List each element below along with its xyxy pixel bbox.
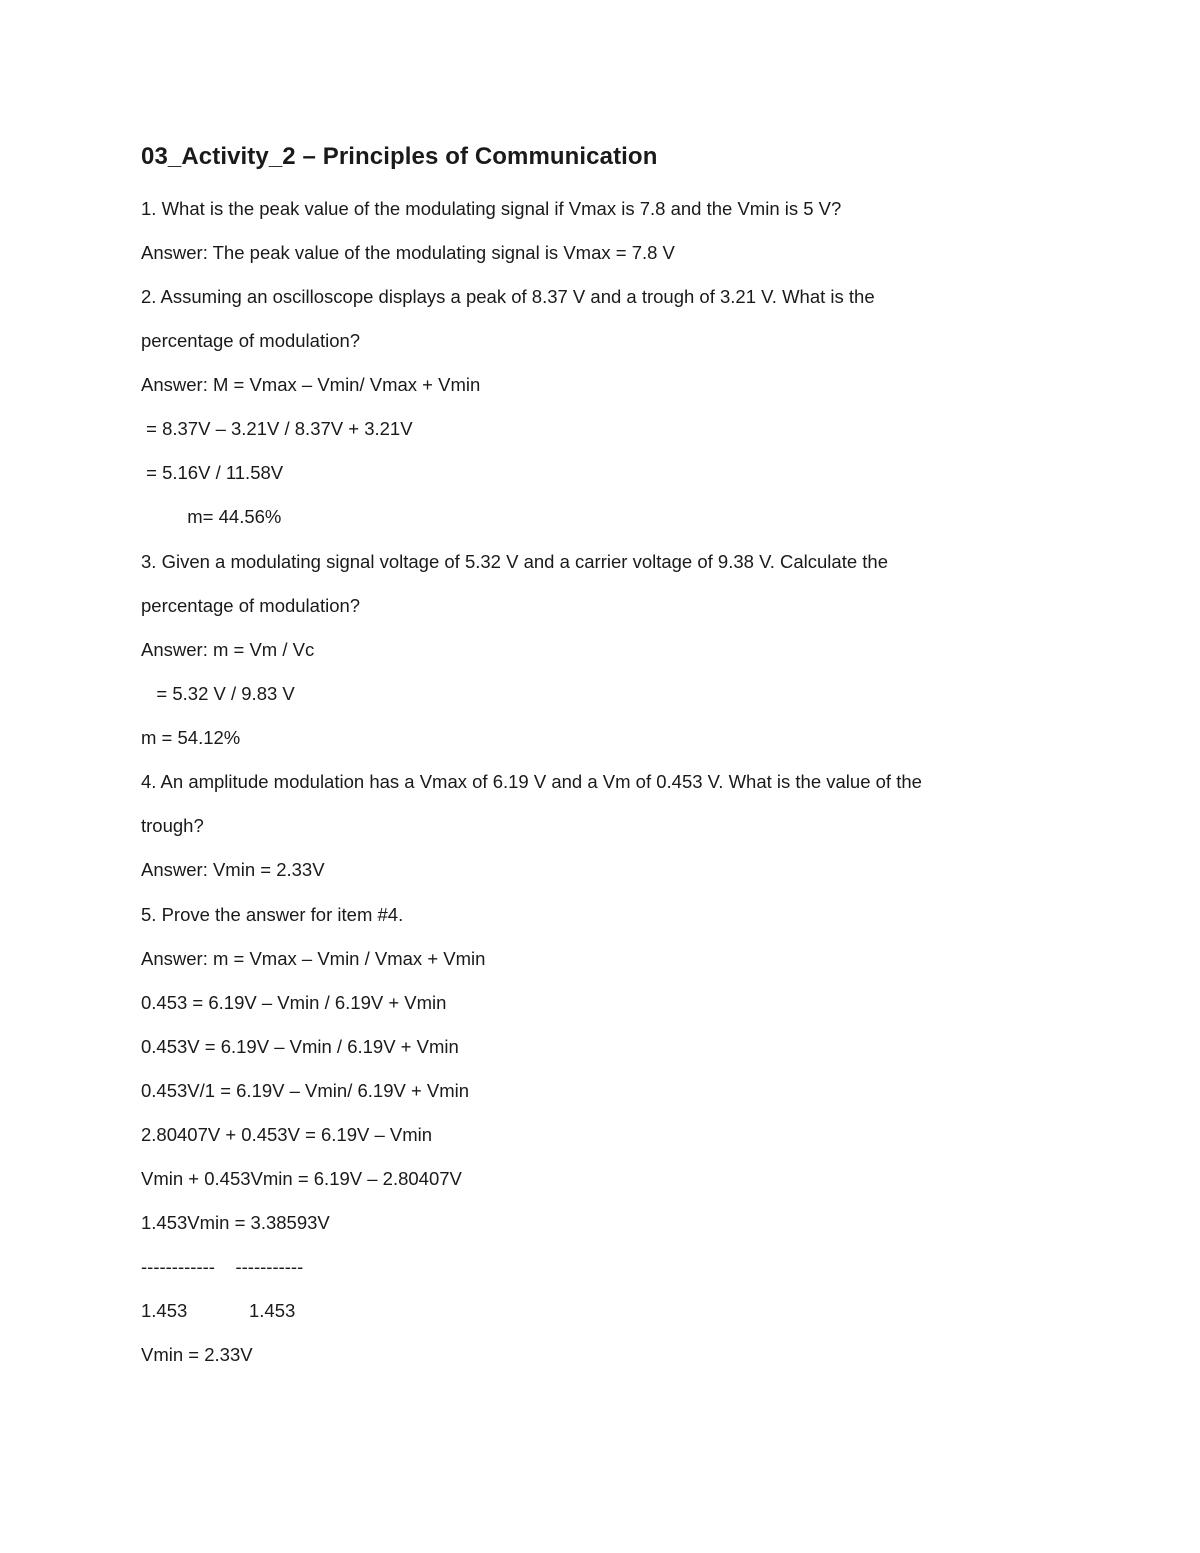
answer-5-step-6: 1.453Vmin = 3.38593V	[141, 1212, 330, 1233]
answer-2-formula: Answer: M = Vmax – Vmin/ Vmax + Vmin	[141, 374, 481, 395]
answer-1: Answer: The peak value of the modulating signal is Vmax = 7.8 V	[141, 242, 675, 263]
answer-5-division-lines: ------------ -----------	[141, 1256, 304, 1277]
question-4-line-2: trough?	[141, 815, 204, 836]
question-3-line-2: percentage of modulation?	[141, 595, 361, 616]
answer-3-formula: Answer: m = Vm / Vc	[141, 639, 315, 660]
answer-2-step-2: = 5.16V / 11.58V	[141, 462, 284, 483]
question-4-line-1: 4. An amplitude modulation has a Vmax of 6.19 V and a Vm of 0.453 V. What is the value of the	[141, 771, 922, 792]
answer-2-step-1: = 8.37V – 3.21V / 8.37V + 3.21V	[141, 418, 413, 439]
answer-5-result: Vmin = 2.33V	[141, 1344, 253, 1365]
answer-4: Answer: Vmin = 2.33V	[141, 859, 325, 880]
answer-2-result: m= 44.56%	[141, 506, 282, 527]
question-1: 1. What is the peak value of the modulating signal if Vmax is 7.8 and the Vmin is 5 V?	[141, 198, 842, 219]
answer-5-formula: Answer: m = Vmax – Vmin / Vmax + Vmin	[141, 948, 486, 969]
answer-3-step-1: = 5.32 V / 9.83 V	[141, 683, 295, 704]
question-2-line-2: percentage of modulation?	[141, 330, 361, 351]
question-2-line-1: 2. Assuming an oscilloscope displays a peak of 8.37 V and a trough of 3.21 V. What is the	[141, 286, 875, 307]
question-3-line-1: 3. Given a modulating signal voltage of 5.32 V and a carrier voltage of 9.38 V. Calculate the	[141, 551, 888, 572]
question-5: 5. Prove the answer for item #4.	[141, 904, 404, 925]
answer-5-step-5: Vmin + 0.453Vmin = 6.19V – 2.80407V	[141, 1168, 462, 1189]
document-title: 03_Activity_2 – Principles of Communication	[141, 143, 658, 170]
answer-5-step-1: 0.453 = 6.19V – Vmin / 6.19V + Vmin	[141, 992, 447, 1013]
answer-5-step-3: 0.453V/1 = 6.19V – Vmin/ 6.19V + Vmin	[141, 1080, 470, 1101]
answer-3-result: m = 54.12%	[141, 727, 241, 748]
answer-5-step-2: 0.453V = 6.19V – Vmin / 6.19V + Vmin	[141, 1036, 459, 1057]
answer-5-divisors: 1.453 1.453	[141, 1300, 296, 1321]
answer-5-step-4: 2.80407V + 0.453V = 6.19V – Vmin	[141, 1124, 433, 1145]
